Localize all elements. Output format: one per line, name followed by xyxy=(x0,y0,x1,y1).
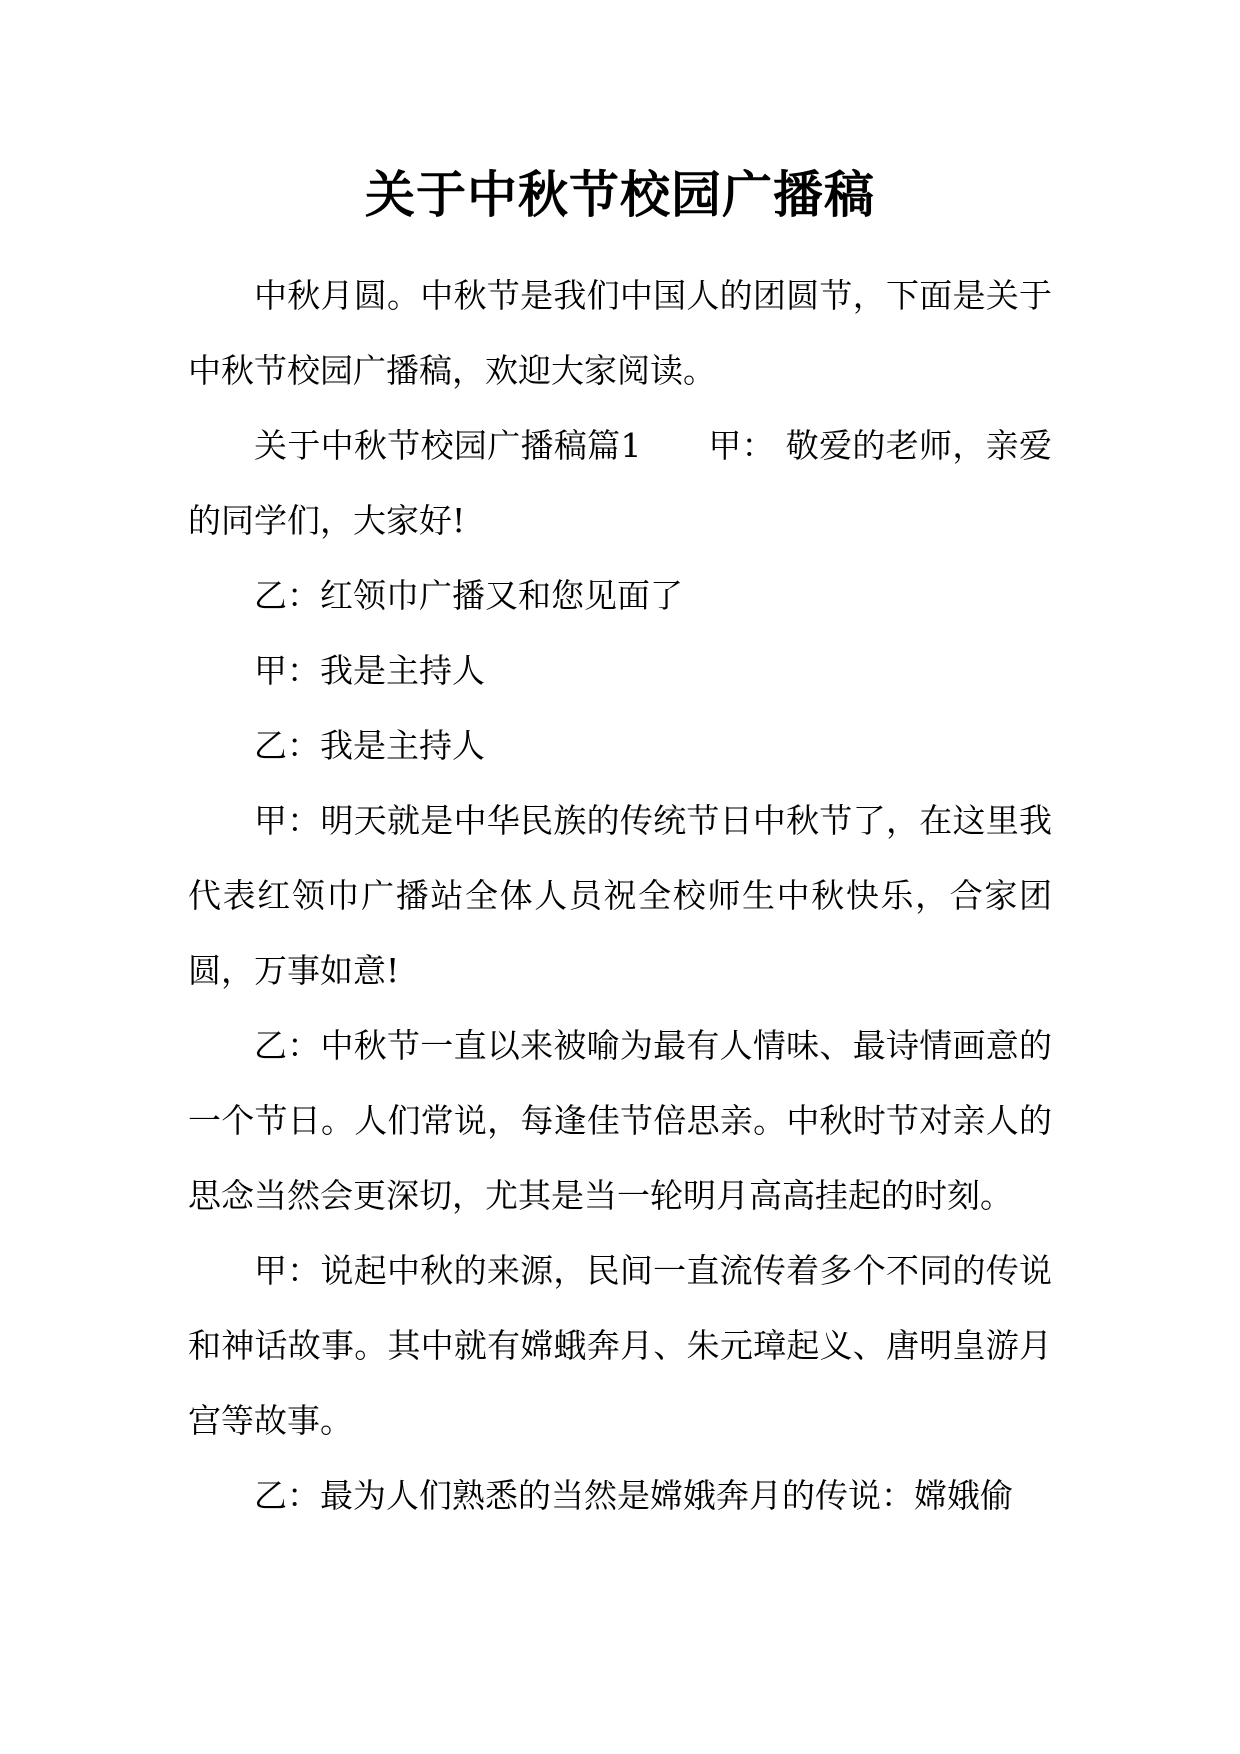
paragraph-dialogue: 乙：我是主持人 xyxy=(254,726,485,765)
document-title: 关于中秋节校园广播稿 xyxy=(365,166,875,224)
paragraph-dialogue: 甲：说起中秋的来源，民间一直流传着多个不同的传说和神话故事。其中就有嫦蛾奔月、朱元璋起义、唐明皇游月宫等故事。 xyxy=(188,1251,1052,1440)
paragraph-intro: 中秋月圆。中秋节是我们中国人的团圆节，下面是关于中秋节校园广播稿，欢迎大家阅读。 xyxy=(188,276,1052,390)
paragraph-dialogue: 甲：明天就是中华民族的传统节日中秋节了，在这里我代表红领巾广播站全体人员祝全校师生中秋快乐，合家团圆，万事如意! xyxy=(188,801,1052,990)
paragraph-section-heading: 关于中秋节校园广播稿篇1 甲： 敬爱的老师，亲爱的同学们，大家好! xyxy=(188,426,1052,540)
paragraph-dialogue: 乙：红领巾广播又和您见面了 xyxy=(254,576,683,615)
paragraph-dialogue: 乙：中秋节一直以来被喻为最有人情味、最诗情画意的一个节日。人们常说，每逢佳节倍思亲。中秋时节对亲人的思念当然会更深切，尤其是当一轮明月高高挂起的时刻。 xyxy=(188,1026,1052,1215)
paragraph-dialogue: 乙：最为人们熟悉的当然是嫦娥奔月的传说：嫦娥偷 xyxy=(254,1476,1013,1515)
document-body xyxy=(188,258,1052,1533)
paragraph-dialogue: 甲：我是主持人 xyxy=(254,651,485,690)
